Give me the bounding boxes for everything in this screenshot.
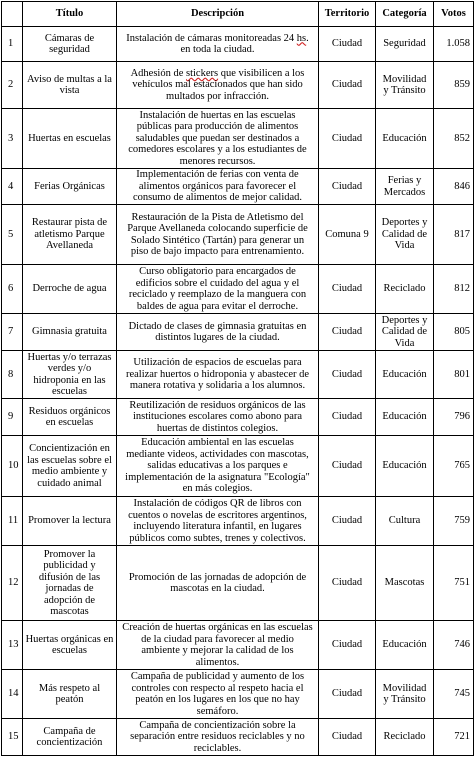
row-number: 8 — [2, 351, 23, 399]
row-description: Promoción de las jornadas de adopción de mascotas en la ciudad. — [117, 546, 319, 621]
row-votes: 751 — [434, 546, 474, 621]
row-number: 11 — [2, 497, 23, 546]
row-title: Más respeto al peatón — [23, 670, 117, 719]
row-territory: Ciudad — [319, 670, 376, 719]
description-text: Adhesión de — [130, 67, 186, 79]
row-category: Educación — [376, 399, 434, 436]
row-number: 9 — [2, 399, 23, 436]
row-title: Promover la publicidad y difusión de las jornadas de adopción de mascotas — [23, 546, 117, 621]
header-territory: Territorio — [319, 2, 376, 27]
row-votes: 852 — [434, 109, 474, 169]
row-category: Seguridad — [376, 27, 434, 62]
row-territory: Ciudad — [319, 621, 376, 670]
row-votes: 805 — [434, 314, 474, 351]
row-territory: Comuna 9 — [319, 205, 376, 265]
row-title: Derroche de agua — [23, 265, 117, 314]
row-number: 3 — [2, 109, 23, 169]
row-title: Huertas y/o terrazas verdes y/o hidroponia en las escuelas — [23, 351, 117, 399]
row-number: 5 — [2, 205, 23, 265]
row-territory: Ciudad — [319, 546, 376, 621]
row-category: Mascotas — [376, 546, 434, 621]
table-row — [2, 169, 474, 205]
table-row — [2, 546, 474, 621]
row-votes: 746 — [434, 621, 474, 670]
row-description: Campaña de concientización sobre la separación entre residuos reciclables y no reciclables. — [117, 719, 319, 756]
row-votes: 721 — [434, 719, 474, 756]
row-description — [117, 62, 319, 109]
table-row — [2, 27, 474, 62]
row-description: Instalación de códigos QR de libros con cuentos o novelas de escritores argentinos, incluyendo literatura infantil, en lugares públicos como subtes, trenes y colectivos. — [117, 497, 319, 546]
header-description: Descripción — [117, 2, 319, 27]
row-number: 4 — [2, 169, 23, 205]
row-category: Educación — [376, 436, 434, 497]
table-row — [2, 205, 474, 265]
row-territory: Ciudad — [319, 497, 376, 546]
header-category: Categoría — [376, 2, 434, 27]
row-category: Reciclado — [376, 265, 434, 314]
table-row — [2, 621, 474, 670]
spellcheck-word: hs — [296, 32, 307, 44]
row-number: 14 — [2, 670, 23, 719]
row-number: 7 — [2, 314, 23, 351]
row-territory: Ciudad — [319, 169, 376, 205]
row-number: 6 — [2, 265, 23, 314]
projects-table — [1, 1, 474, 756]
table-row — [2, 62, 474, 109]
table-row — [2, 670, 474, 719]
row-votes: 846 — [434, 169, 474, 205]
header-votes: Votos — [434, 2, 474, 27]
row-description: Instalación de huertas en las escuelas públicas para producción de alimentos saludables que puedan ser destinados a comedores escolares y a los estudiantes de menores recursos. — [117, 109, 319, 169]
row-territory: Ciudad — [319, 719, 376, 756]
row-category: Deportes y Calidad de Vida — [376, 205, 434, 265]
row-territory: Ciudad — [319, 109, 376, 169]
row-votes: 859 — [434, 62, 474, 109]
table-row — [2, 314, 474, 351]
row-territory: Ciudad — [319, 27, 376, 62]
row-votes: 812 — [434, 265, 474, 314]
row-territory: Ciudad — [319, 399, 376, 436]
row-number: 2 — [2, 62, 23, 109]
row-title: Huertas en escuelas — [23, 109, 117, 169]
row-title: Restaurar pista de atletismo Parque Avellaneda — [23, 205, 117, 265]
table-row — [2, 436, 474, 497]
table-row — [2, 399, 474, 436]
table-row — [2, 351, 474, 399]
row-number: 15 — [2, 719, 23, 756]
row-votes: 745 — [434, 670, 474, 719]
row-description: Dictado de clases de gimnasia gratuitas en distintos lugares de la ciudad. — [117, 314, 319, 351]
row-description: Creación de huertas orgánicas en las escuelas de la ciudad para favorecer al medio ambiente y mejorar la calidad de los alimentos. — [117, 621, 319, 670]
row-category: Educación — [376, 109, 434, 169]
row-title: Campaña de concientización — [23, 719, 117, 756]
row-description: Reutilización de residuos orgánicos de las instituciones escolares como abono para huertas de distintos colegios. — [117, 399, 319, 436]
row-category: Reciclado — [376, 719, 434, 756]
table-row — [2, 719, 474, 756]
spellcheck-word: stickers — [186, 67, 219, 79]
row-title: Ferias Orgánicas — [23, 169, 117, 205]
row-description — [117, 27, 319, 62]
row-category: Cultura — [376, 497, 434, 546]
row-title: Residuos orgánicos en escuelas — [23, 399, 117, 436]
row-description: Campaña de publicidad y aumento de los controles con respecto al respeto hacia el peatón en los lugares en los que no hay semáforo. — [117, 670, 319, 719]
row-territory: Ciudad — [319, 62, 376, 109]
row-category: Educación — [376, 351, 434, 399]
table-row — [2, 109, 474, 169]
header-number — [2, 2, 23, 27]
row-votes: 759 — [434, 497, 474, 546]
row-number: 13 — [2, 621, 23, 670]
row-description: Utilización de espacios de escuelas para realizar huertos o hidroponia y abastecer de manera rotativa y solidaria a los alumnos. — [117, 351, 319, 399]
row-number: 10 — [2, 436, 23, 497]
table-row — [2, 265, 474, 314]
row-votes: 801 — [434, 351, 474, 399]
row-category: Educación — [376, 621, 434, 670]
description-text: . en toda la ciudad. — [180, 32, 309, 55]
row-description: Educación ambiental en las escuelas mediante videos, actividades con mascotas, salidas educativas a los parques e implementación de la asignatura "Ecología" en más colegios. — [117, 436, 319, 497]
row-category: Ferias y Mercados — [376, 169, 434, 205]
row-territory: Ciudad — [319, 351, 376, 399]
row-territory: Ciudad — [319, 265, 376, 314]
row-title: Aviso de multas a la vista — [23, 62, 117, 109]
row-title: Concientización en las escuelas sobre el medio ambiente y cuidado animal — [23, 436, 117, 497]
row-description: Curso obligatorio para encargados de edificios sobre el cuidado del agua y el reciclado y reemplazo de la manguera con baldes de agua para evitar el derroche. — [117, 265, 319, 314]
row-votes: 765 — [434, 436, 474, 497]
row-category: Movilidad y Tránsito — [376, 62, 434, 109]
row-description: Implementación de ferias con venta de alimentos orgánicos para favorecer el consumo de alimentos de mejor calidad. — [117, 169, 319, 205]
row-title: Promover la lectura — [23, 497, 117, 546]
row-number: 1 — [2, 27, 23, 62]
row-number: 12 — [2, 546, 23, 621]
header-row — [2, 2, 474, 27]
row-category: Movilidad y Tránsito — [376, 670, 434, 719]
row-title: Gimnasia gratuita — [23, 314, 117, 351]
row-territory: Ciudad — [319, 436, 376, 497]
description-text: que visibilicen a los vehículos mal estacionados que han sido multados por infracción. — [132, 67, 305, 102]
description-text: Instalación de cámaras monitoreadas 24 — [126, 32, 297, 44]
row-category: Deportes y Calidad de Vida — [376, 314, 434, 351]
row-title: Cámaras de seguridad — [23, 27, 117, 62]
header-title: Título — [23, 2, 117, 27]
row-title: Huertas orgánicas en escuelas — [23, 621, 117, 670]
row-territory: Ciudad — [319, 314, 376, 351]
row-votes: 817 — [434, 205, 474, 265]
table-row — [2, 497, 474, 546]
row-votes: 796 — [434, 399, 474, 436]
row-votes: 1.058 — [434, 27, 474, 62]
row-description: Restauración de la Pista de Atletismo del Parque Avellaneda colocando superficie de Solado Sintético (Tartán) para generar un piso de bajo impacto para entrenamiento. — [117, 205, 319, 265]
